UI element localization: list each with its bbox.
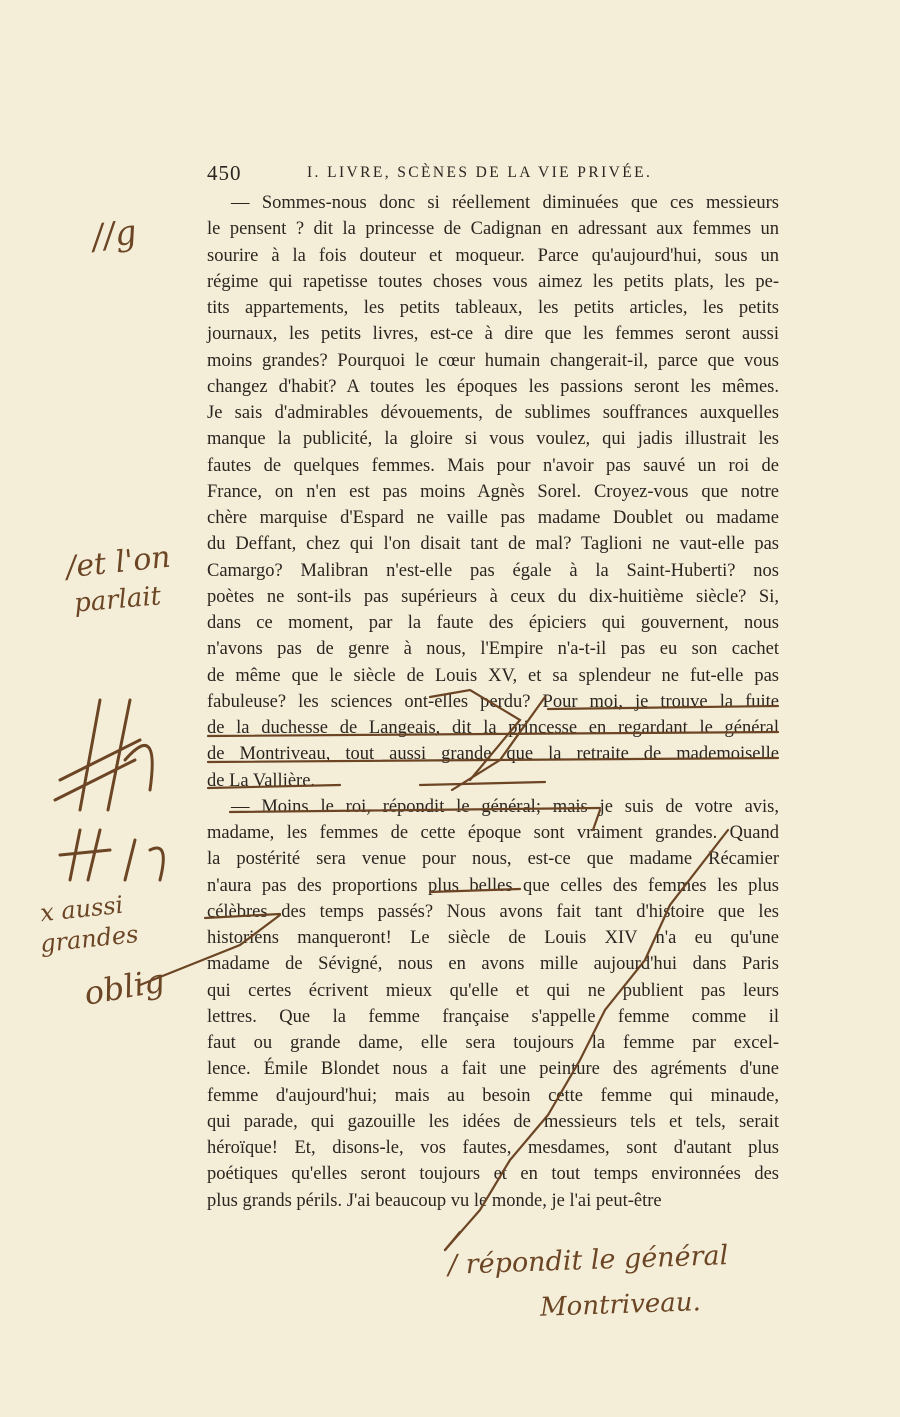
margin-note: x aussi <box>38 890 125 928</box>
margin-note: / répondit le général <box>447 1240 729 1281</box>
text-line: Camargo? Malibran n'est-elle pas égale à la Saint-Huberti? nos <box>207 560 779 581</box>
text-line: du Deffant, chez qui l'on disait tant de mal? Taglioni ne vaut-elle pas <box>207 534 779 555</box>
text-line: madame de Sévigné, nous en avons mille aujourd'hui dans Paris <box>207 954 779 975</box>
text-line: fabuleuse? les sciences ont-elles perdu? Pour moi, je trouve la fuite <box>207 691 779 712</box>
text-line: plus grands périls. J'ai beaucoup vu le monde, je l'ai peut-être <box>207 1190 662 1211</box>
text-line: chère marquise d'Espard ne vaille pas madame Doublet ou madame <box>207 508 779 528</box>
text-line: historiens manqueront! Le siècle de Louis XIV n'a eu qu'une <box>207 928 779 948</box>
text-line: de la duchesse de Langeais, dit la princesse en regardant le général <box>207 718 779 738</box>
text-line: manque la publicité, la gloire si vous voulez, qui jadis illustrait les <box>207 429 779 450</box>
text-line: dans ce moment, par la faute des épiciers qui gouvernent, nous <box>207 613 779 633</box>
text-line: Je sais d'admirables dévouements, de sublimes souffrances auxquelles <box>207 403 779 423</box>
text-line: fautes de quelques femmes. Mais pour n'avoir pas sauvé un roi de <box>207 455 779 476</box>
margin-note: Montriveau. <box>539 1287 702 1323</box>
margin-note: /et l'on <box>64 539 173 586</box>
text-line: madame, les femmes de cette époque sont vraiment grandes. Quand <box>207 823 779 843</box>
page-header <box>207 161 779 185</box>
text-line: n'aura pas des proportions plus belles que celles des femmes les plus <box>207 875 779 896</box>
margin-note: //g <box>89 212 140 258</box>
text-line: le pensent ? dit la princesse de Cadignan en adressant aux femmes un <box>207 219 779 240</box>
text-line: — Moins le roi, répondit le général; mais je suis de votre avis, <box>231 796 779 817</box>
text-line: lence. Émile Blondet nous a fait une peinture des agréments d'une <box>207 1059 779 1080</box>
text-line: sourire à la fois douteur et moqueur. Parce qu'aujourd'hui, sous un <box>207 245 779 266</box>
text-line: lettres. Que la femme française s'appelle femme comme il <box>207 1006 779 1027</box>
text-line: femme d'aujourd'hui; mais au besoin cette femme qui minaude, <box>207 1085 779 1106</box>
text-line: moins grandes? Pourquoi le cœur humain changerait-il, parce que vous <box>207 350 779 371</box>
text-line: qui certes écrivent mieux qu'elle et qui ne publient pas leurs <box>207 980 779 1001</box>
text-line: tits appartements, les petits tableaux, les petits articles, les petits <box>207 298 779 318</box>
running-head: I. LIVRE, SCÈNES DE LA VIE PRIVÉE. <box>307 164 653 181</box>
printed-text <box>207 190 779 1214</box>
text-line: qui parade, qui gazouille les idées de messieurs tels et tels, serait <box>207 1111 779 1132</box>
text-line: de Montriveau, tout aussi grande que la retraite de mademoiselle <box>207 744 779 765</box>
text-line: régime qui rapetisse toutes choses vous aimez les petits plats, les pe- <box>207 271 779 292</box>
margin-note: parlait <box>72 581 163 619</box>
text-line: la postérité sera venue pour nous, est-ce que madame Récamier <box>207 849 779 870</box>
text-line: — Sommes-nous donc si réellement diminuées que ces messieurs <box>231 193 779 213</box>
text-line: héroïque! Et, disons-le, vos fautes, mesdames, sont d'autant plus <box>207 1138 779 1158</box>
text-line: France, on n'en est pas moins Agnès Sorel. Croyez-vous que notre <box>207 481 779 502</box>
text-line: célèbres des temps passés? Nous avons fait tant d'histoire que les <box>207 901 779 922</box>
text-line: de même que le siècle de Louis XV, et sa splendeur ne fut-elle pas <box>207 665 779 686</box>
margin-note: oblig <box>81 961 168 1013</box>
text-line: poétiques qu'elles seront toujours et en tout temps environnées des <box>207 1164 779 1185</box>
text-line: de La Vallière. <box>207 770 316 791</box>
text-line: n'avons pas de genre à nous, l'Empire n'a-t-il pas eu son cachet <box>207 639 779 660</box>
margin-note: grandes <box>38 919 140 959</box>
text-line: changez d'habit? A toutes les époques les passions seront les mêmes. <box>207 376 779 397</box>
page-number: 450 <box>207 161 242 185</box>
text-line: faut ou grande dame, elle sera toujours la femme par excel- <box>207 1033 779 1053</box>
text-line: poètes ne sont-ils pas supérieurs à ceux du dix-huitième siècle? Si, <box>207 586 779 607</box>
text-line: journaux, les petits livres, est-ce à dire que les femmes seront aussi <box>207 324 779 345</box>
